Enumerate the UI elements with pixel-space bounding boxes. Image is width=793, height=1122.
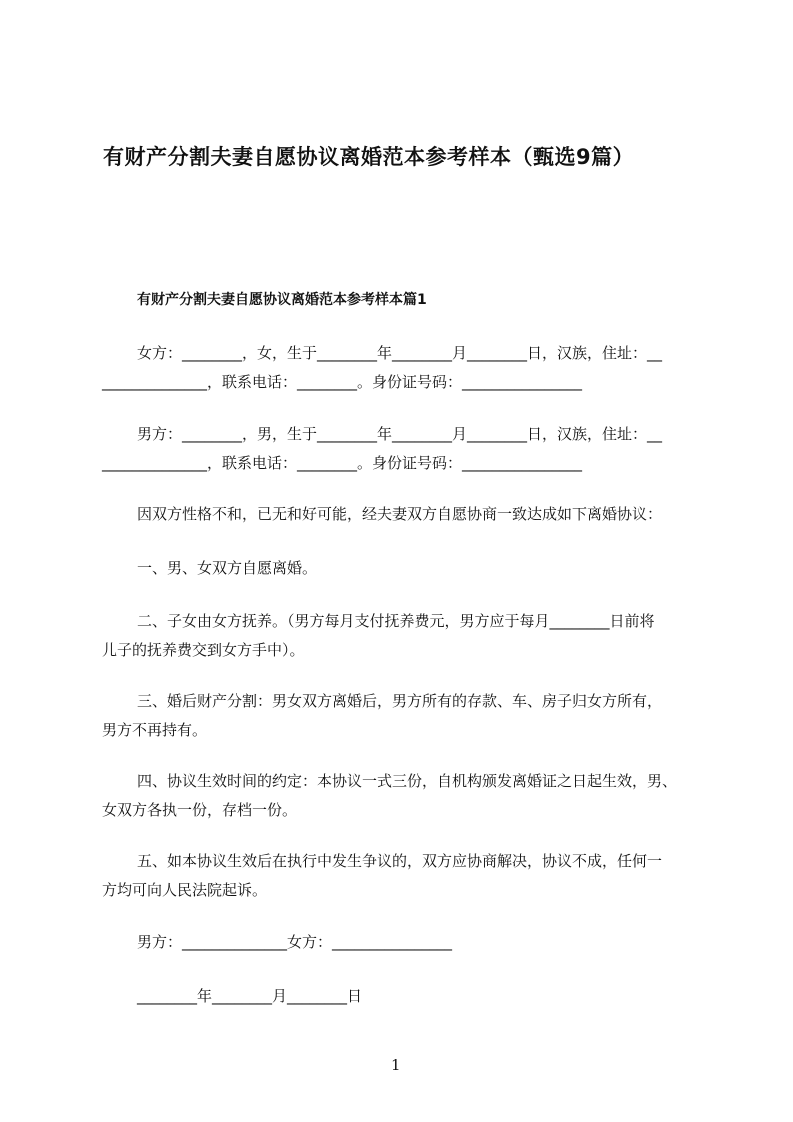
clause-3-line-2: 男方不再持有。 [102, 721, 208, 739]
intro-paragraph [137, 500, 662, 529]
section-heading: 有财产分割夫妻自愿协议离婚范本参考样本篇1 [137, 292, 427, 308]
clause-4 [102, 767, 678, 825]
wife-info-line-2: ______________，联系电话：________。身份证号码：________________ [102, 373, 583, 391]
husband-info-paragraph [102, 420, 663, 478]
clause-4-line-1: 四、协议生效时间的约定：本协议一式三份，自机构颁发离婚证之日起生效，男、 [137, 772, 678, 790]
husband-info-line-2: ______________，联系电话：________。身份证号码：________________ [102, 454, 583, 472]
date-text: ________年________月________日 [137, 987, 363, 1005]
clause-1 [137, 554, 317, 583]
clause-1-line: 一、男、女双方自愿离婚。 [137, 559, 318, 577]
signature-text: 男方：______________女方：________________ [137, 933, 453, 951]
signature-line [137, 928, 452, 957]
husband-info-line-1: 男方：________，男，生于________年________月________日，汉族，住址：__ [137, 425, 663, 443]
clause-2-line-1: 二、子女由女方抚养。（男方每月支付抚养费元，男方应于每月________日前将 [137, 612, 655, 630]
intro-line: 因双方性格不和，已无和好可能，经夫妻双方自愿协商一致达成如下离婚协议： [137, 505, 663, 523]
clause-5 [102, 847, 663, 905]
wife-info-line-1: 女方：________，女，生于________年________月________日，汉族，住址：__ [137, 344, 663, 362]
clause-3 [102, 687, 663, 745]
wife-info-paragraph [102, 339, 663, 397]
clause-5-line-2: 方均可向人民法院起诉。 [102, 881, 268, 899]
clause-4-line-2: 女双方各执一份，存档一份。 [102, 801, 298, 819]
clause-3-line-1: 三、婚后财产分割：男女双方离婚后，男方所有的存款、车、房子归女方所有， [137, 692, 663, 710]
clause-5-line-1: 五、如本协议生效后在执行中发生争议的，双方应协商解决，协议不成，任何一 [137, 852, 663, 870]
page-number: 1 [391, 1056, 401, 1074]
document-title: 有财产分割夫妻自愿协议离婚范本参考样本（甄选9篇） [103, 145, 635, 169]
clause-2-line-2: 儿子的抚养费交到女方手中）。 [102, 641, 305, 659]
clause-2 [102, 607, 655, 665]
date-line [137, 982, 362, 1011]
